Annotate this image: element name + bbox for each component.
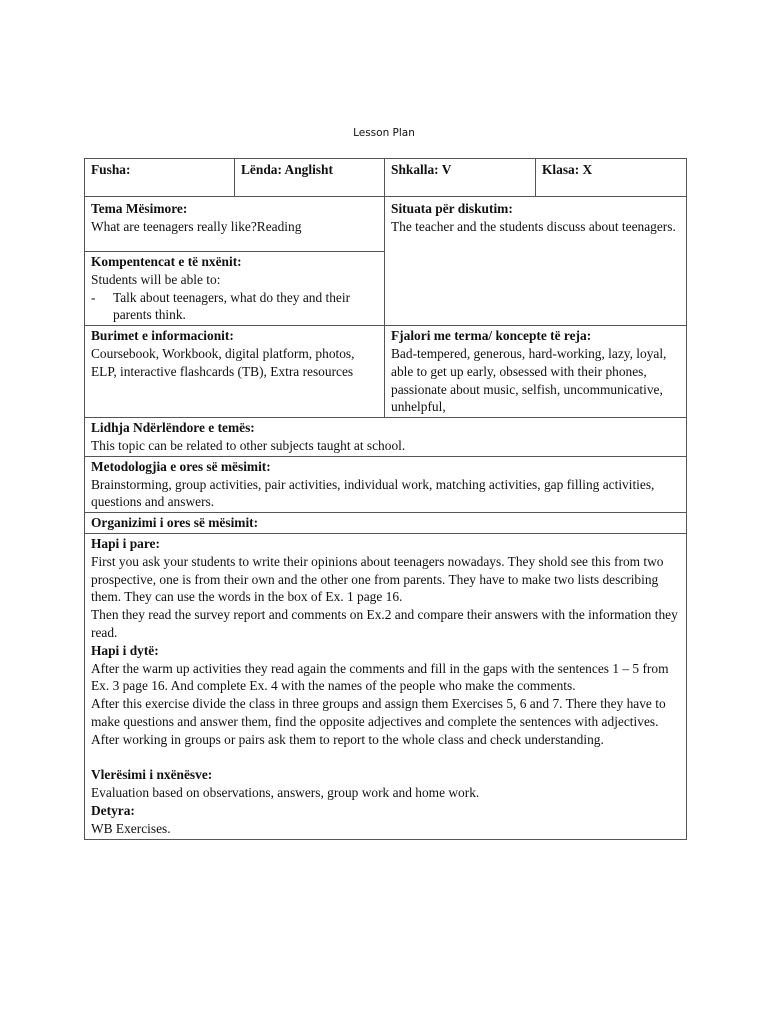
shkalla-label: Shkalla: V: [391, 162, 452, 177]
organizimi-cell: [85, 513, 687, 534]
hapi1-label: Hapi i pare:: [91, 535, 160, 551]
situata-cell: [385, 197, 687, 326]
fusha-label: Fusha:: [91, 162, 131, 177]
kompetencat-label: Kompentencat e të nxënit:: [91, 254, 242, 269]
vleresimi-label: Vlerësimi i nxënësve:: [91, 767, 213, 783]
hapi2-paragraph-2: After this exercise divide the class in three groups and assign them Exercises 5, 6 and 7. There they have to make questions and answer them, find the opposite adjectives and complete the sentences with adjectives. After working in groups or pairs ask them to report to the whole class and check understanding.: [91, 696, 666, 747]
shkalla-cell: [385, 159, 536, 197]
lidhja-label: Lidhja Ndërlëndore e temës:: [91, 420, 255, 436]
tema-text: What are teenagers really like?Reading: [91, 218, 302, 234]
fusha-cell: [85, 159, 235, 197]
situata-label: Situata për diskutim:: [391, 201, 513, 216]
steps-cell: [85, 533, 687, 839]
header-row: [85, 159, 687, 197]
hapi2-label: Hapi i dytë:: [91, 642, 159, 658]
kompetencat-item: - Talk about teenagers, what do they and their parents think.: [91, 289, 378, 325]
metodologjia-cell: [85, 456, 687, 512]
kompetencat-cell: [85, 252, 385, 326]
burimet-text: Coursebook, Workbook, digital platform, photos, ELP, interactive flashcards (TB), Extra resources: [91, 345, 355, 379]
klasa-label: Klasa: X: [542, 162, 593, 177]
detyra-text: WB Exercises.: [91, 820, 171, 836]
kompetencat-list: [91, 289, 378, 325]
fjalori-text: Bad-tempered, generous, hard-working, lazy, loyal, able to get up early, obsessed with their phones, passionate about music, selfish, uncommunicative, unhelpful,: [391, 345, 667, 415]
page-title: Lesson Plan: [353, 127, 415, 139]
situata-text: The teacher and the students discuss about teenagers.: [391, 218, 676, 234]
burimet-cell: [85, 326, 385, 418]
hapi1-paragraph-1: First you ask your students to write their opinions about teenagers nowadays. They shold see this from two prospective, one is from their own and the other one from parents. They have to make two lists describing them. They can use the words in the box of Ex. 1 page 16.: [91, 553, 664, 605]
organizimi-row: [85, 513, 687, 534]
lenda-cell: [235, 159, 385, 197]
tema-label: Tema Mësimore:: [91, 201, 188, 216]
hapi2-paragraph-1: After the warm up activities they read again the comments and fill in the gaps with the sentences 1 – 5 from Ex. 3 page 16. And complete Ex. 4 with the names of the people who make the comments.: [91, 660, 669, 694]
lidhja-cell: [85, 418, 687, 457]
burimet-row: [85, 326, 687, 418]
spacer: [91, 749, 680, 767]
burimet-label: Burimet e informacionit:: [91, 328, 234, 344]
lesson-plan-table: [84, 158, 687, 840]
lidhja-row: [85, 418, 687, 457]
metodologjia-text: Brainstorming, group activities, pair activities, individual work, matching activities, gap filling activities, questions and answers.: [91, 476, 655, 510]
metodologjia-label: Metodologjia e ores së mësimit:: [91, 458, 271, 474]
fjalori-cell: [385, 326, 687, 418]
detyra-label: Detyra:: [91, 802, 135, 818]
klasa-cell: [536, 159, 687, 197]
tema-cell: [85, 197, 385, 252]
fjalori-label: Fjalori me terma/ koncepte të reja:: [391, 328, 592, 344]
metodologjia-row: [85, 456, 687, 512]
kompetencat-intro: Students will be able to:: [91, 271, 221, 287]
lenda-label: Lënda: Anglisht: [241, 162, 333, 177]
tema-row: [85, 197, 687, 252]
organizimi-label: Organizimi i ores së mësimit:: [91, 515, 259, 531]
hapi1-paragraph-2: Then they read the survey report and comments on Ex.2 and compare their answers with the information they read.: [91, 607, 678, 640]
lidhja-text: This topic can be related to other subjects taught at school.: [91, 437, 406, 453]
steps-row: [85, 533, 687, 839]
vleresimi-text: Evaluation based on observations, answers, group work and home work.: [91, 785, 480, 801]
